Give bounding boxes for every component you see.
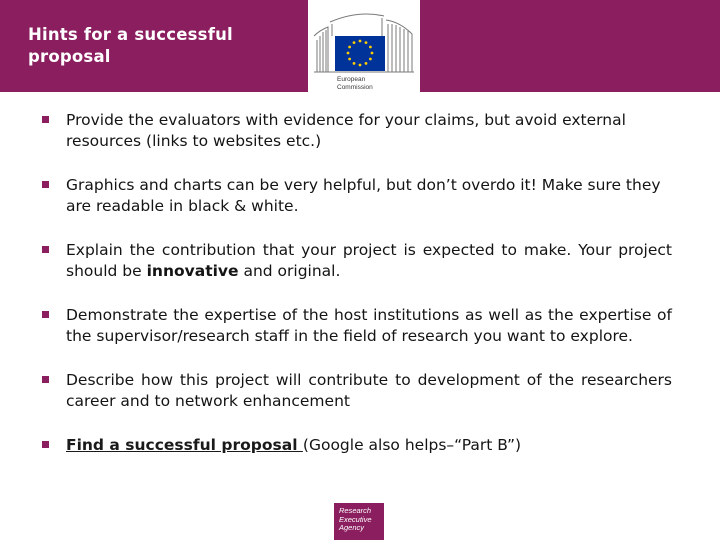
bullet-item [40,240,672,282]
bullet-text: Explain the contribution that your project is expected to make. Your project should be [66,241,672,280]
bullet-item [40,305,672,347]
ec-logo-text [337,76,407,92]
bullet-text: Demonstrate the expertise of the host institutions as well as the expertise of the supervisor/research staff in the field of research you want to explore. [66,306,672,345]
bullet-marker-icon [42,246,49,253]
bullet-marker-icon [42,376,49,383]
bullet-text: Provide the evaluators with evidence for your claims, but avoid external resources (links to websites etc.) [66,111,626,150]
bullet-marker-icon [42,116,49,123]
bullet-marker-icon [42,181,49,188]
slide-title [28,24,288,68]
bullet-text: Graphics and charts can be very helpful, but don’t overdo it! Make sure they are readable in black & white. [66,176,661,215]
research-executive-agency-logo [334,503,384,540]
rea-logo-line-1: Research [339,506,372,515]
title-line-1: Hints for a successful [28,25,233,44]
european-commission-logo [308,0,420,98]
ec-logo-line-1: European [337,76,366,83]
bullet-text: (Google also helps–“Part B”) [302,436,522,454]
bullet-emphasis: innovative [146,262,239,280]
rea-logo-line-2: Executive [339,514,372,524]
rea-logo-line-3: Agency [339,523,365,532]
bullet-item [40,435,672,456]
bullet-text-end: and original. [238,262,341,280]
bullet-list [40,110,672,456]
title-line-2: proposal [28,47,111,66]
bullet-item [40,110,672,152]
bullet-item [40,175,672,217]
bullet-marker-icon [42,311,49,318]
successful-proposal-link[interactable]: Find a successful proposal [66,436,303,454]
bullet-item [40,370,672,412]
bullet-text: Describe how this project will contribute to development of the researchers career and to network enhancement [66,371,672,410]
ec-logo-line-2: Commission [337,84,373,91]
bullet-marker-icon [42,441,49,448]
